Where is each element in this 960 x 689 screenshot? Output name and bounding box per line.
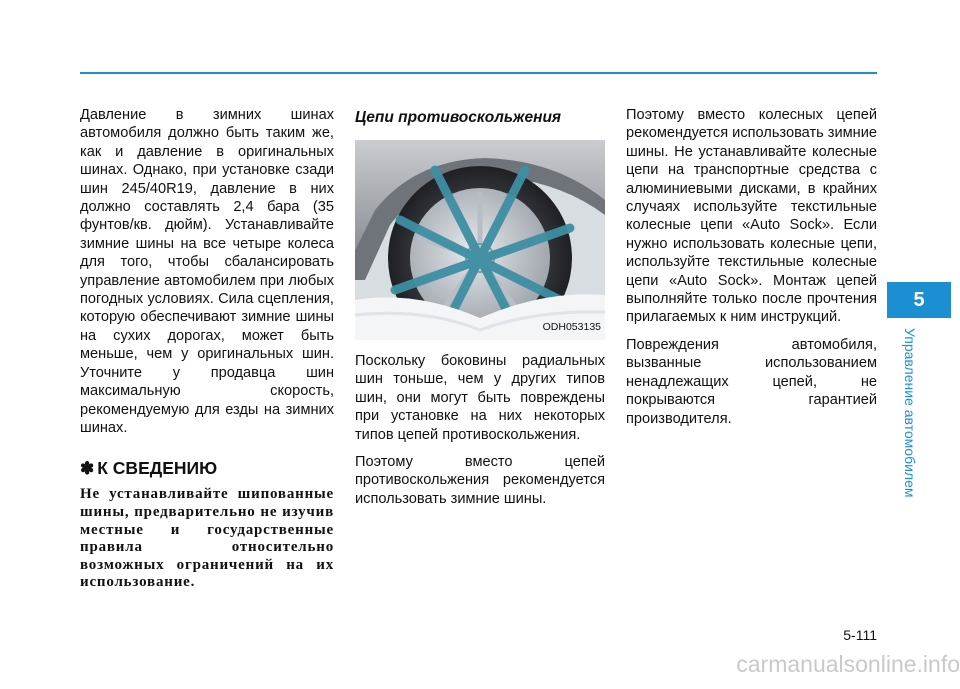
winter-tire-recommendation: Поэтому вместо цепей противоскольжения рекомендуется использовать зимние шины.: [355, 454, 605, 507]
caution-heading: [80, 457, 334, 480]
winter-tire-pressure-paragraph: Давление в зимних шинах автомобиля должно быть таким же, как и давление в оригинальных шинах. Однако, при установке сзади шин 245/40R19, давление в них должно составлять 2,4 бара (35 фунтов/кв. дюйм). Устанавливайте зимние шины на все четыре колеса для того, чтобы сбалансировать управление автомобилем при любых погодных условиях. Сила сцепления, которую обеспечивают зимние шины на сухих дорогах, может быть меньше, чем у оригинальных шин. Уточните у продавца шин максимальную скорость, рекомендуемую для езды на зимних шинах.: [80, 107, 334, 436]
tire-snow-sock-illustration-icon: [355, 140, 605, 340]
section-title: Цепи противоскольжения: [355, 109, 562, 126]
auto-sock-paragraph: Поэтому вместо колесных цепей рекомендуется использовать зимние шины. Не устанавливайте колесные цепи на транспортные средства с алюминиевыми дисками, в крайних случаях используйте текстильные колесные цепи «Auto Sock». Если нужно использовать колесные цепи, используйте текстильные колесные цепи «Auto Sock». Монтаж цепей выполняйте только после прочтения прилагаемых к ним инструкций.: [626, 107, 878, 326]
figure-code: ODH053135: [542, 320, 601, 333]
caution-title: К СВЕДЕНИЮ: [97, 458, 218, 479]
column-middle: [355, 108, 605, 508]
top-rule: [80, 72, 877, 74]
column-right: [626, 106, 877, 428]
chapter-title: Управление автомобилем: [902, 328, 918, 498]
watermark: carmanualsonline.info: [736, 651, 960, 677]
tire-figure: [355, 140, 605, 340]
caution-text: Не устанавливайте шипованные шины, предварительно не изучив местные и государственные правила относительно возможных ограничений на их использование.: [80, 486, 334, 591]
caution-star-icon: ✽: [80, 459, 95, 479]
chapter-number-tab: 5: [887, 282, 951, 318]
column-left: [80, 106, 334, 592]
page-number: 5-111: [843, 627, 877, 643]
warranty-paragraph: Повреждения автомобиля, вызванные использованием ненадлежащих цепей, не покрываются гарантией производителя.: [626, 336, 877, 427]
radial-tire-paragraph: Поскольку боковины радиальных шин тоньше, чем у других типов шин, они могут быть повреждены при установке на них некоторых типов цепей противоскольжения.: [355, 353, 605, 443]
